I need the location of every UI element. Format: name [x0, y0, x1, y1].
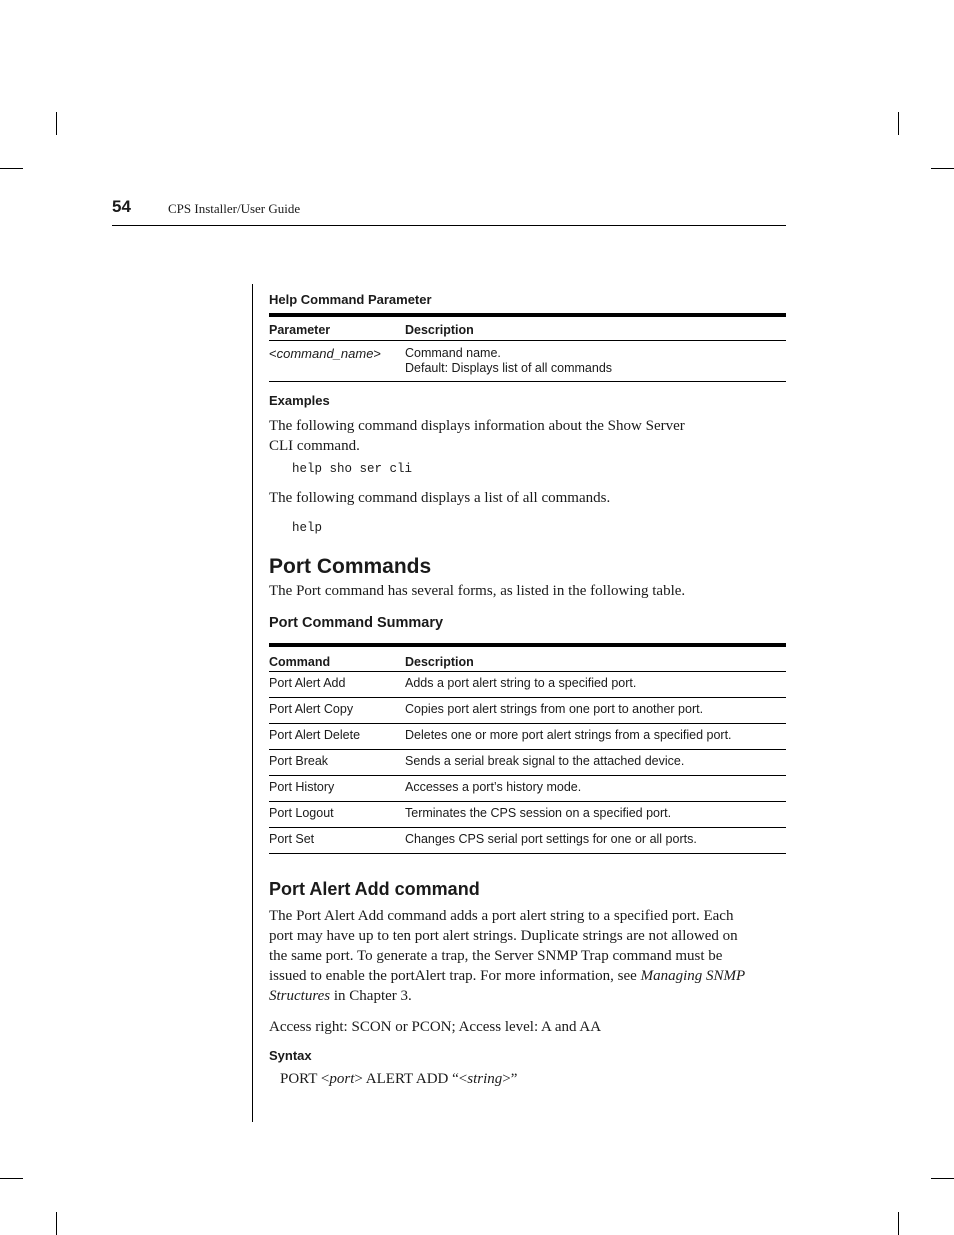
- description-cell: [403, 341, 786, 382]
- running-title: CPS Installer/User Guide: [168, 201, 301, 216]
- subsection-title: Port Alert Add command: [269, 879, 480, 899]
- syntax-part: PORT <: [280, 1071, 330, 1087]
- table-row: [269, 724, 786, 750]
- bracket: >: [373, 346, 382, 361]
- table-row: [269, 750, 786, 776]
- text-line: issued to enable the portAlert trap. For more information, see: [269, 968, 641, 984]
- text-line: port may have up to ten port alert strings. Duplicate strings are not allowed on: [269, 928, 738, 944]
- command-cell: Port Logout: [269, 802, 403, 828]
- command-cell: Port Alert Add: [269, 672, 403, 698]
- description-paragraph: [269, 906, 786, 1006]
- table-row: [269, 341, 786, 382]
- margin-rule: [252, 284, 253, 1122]
- crop-mark: [0, 1178, 23, 1179]
- crop-mark: [931, 1178, 954, 1179]
- examples-text: The following command displays a list of all commands.: [269, 490, 611, 506]
- section-intro: The Port command has several forms, as listed in the following table.: [269, 583, 686, 599]
- command-cell: Port Alert Copy: [269, 698, 403, 724]
- italic-reference: Managing SNMP: [640, 968, 746, 984]
- crop-mark: [56, 112, 57, 135]
- help-parameter-table: [269, 313, 786, 382]
- code-example: help sho ser cli: [292, 462, 413, 476]
- page-header: [112, 197, 786, 226]
- section-title: Port Commands: [269, 555, 432, 578]
- crop-mark: [0, 168, 23, 169]
- description-cell: Accesses a port’s history mode.: [403, 776, 786, 802]
- table-row: [269, 776, 786, 802]
- text-line: in Chapter 3.: [330, 988, 412, 1004]
- column-header: Command: [269, 645, 403, 672]
- table-row: [269, 828, 786, 854]
- description-cell: Adds a port alert string to a specified port.: [403, 672, 786, 698]
- text-line: The following command displays information about the Show Server: [269, 418, 685, 434]
- command-cell: Port Alert Delete: [269, 724, 403, 750]
- crop-mark: [56, 1212, 57, 1235]
- code-example: help: [292, 521, 323, 535]
- examples-heading: Examples: [269, 393, 330, 408]
- help-table-caption: Help Command Parameter: [269, 292, 432, 307]
- syntax-part: >”: [502, 1071, 518, 1087]
- column-header: Description: [403, 645, 786, 672]
- crop-mark: [898, 1212, 899, 1235]
- description-cell: Deletes one or more port alert strings from a specified port.: [403, 724, 786, 750]
- italic-reference: Structures: [269, 988, 331, 1004]
- text-line: the same port. To generate a trap, the Server SNMP Trap command must be: [269, 948, 723, 964]
- column-header: Description: [403, 315, 786, 341]
- description-cell: Terminates the CPS session on a specified port.: [403, 802, 786, 828]
- crop-mark: [898, 112, 899, 135]
- description-line: Default: Displays list of all commands: [405, 361, 613, 375]
- syntax-heading: Syntax: [269, 1048, 312, 1063]
- description-cell: Sends a serial break signal to the attached device.: [403, 750, 786, 776]
- syntax-line: [269, 1071, 786, 1088]
- examples-text: [269, 416, 786, 456]
- parameter-cell: [269, 341, 403, 382]
- description-cell: Copies port alert strings from one port to another port.: [403, 698, 786, 724]
- table-row: [269, 672, 786, 698]
- text-line: CLI command.: [269, 438, 360, 454]
- page-content: [269, 292, 786, 1088]
- command-cell: Port History: [269, 776, 403, 802]
- bracket: <: [269, 346, 277, 361]
- table-row: [269, 698, 786, 724]
- text-line: The Port Alert Add command adds a port alert string to a specified port. Each: [269, 908, 734, 924]
- table-caption: Port Command Summary: [269, 615, 444, 631]
- description-cell: Changes CPS serial port settings for one or all ports.: [403, 828, 786, 854]
- command-cell: Port Break: [269, 750, 403, 776]
- table-row: [269, 802, 786, 828]
- command-cell: Port Set: [269, 828, 403, 854]
- access-text: Access right: SCON or PCON; Access level: A and AA: [269, 1019, 602, 1035]
- syntax-param: port: [329, 1071, 355, 1087]
- syntax-part: > ALERT ADD “<: [354, 1071, 468, 1087]
- port-command-table: [269, 643, 786, 854]
- param-name: command_name: [276, 346, 374, 361]
- description-line: Command name.: [405, 346, 501, 360]
- crop-mark: [931, 168, 954, 169]
- column-header: Parameter: [269, 315, 403, 341]
- page-number: 54: [112, 197, 131, 216]
- syntax-param: string: [467, 1071, 503, 1087]
